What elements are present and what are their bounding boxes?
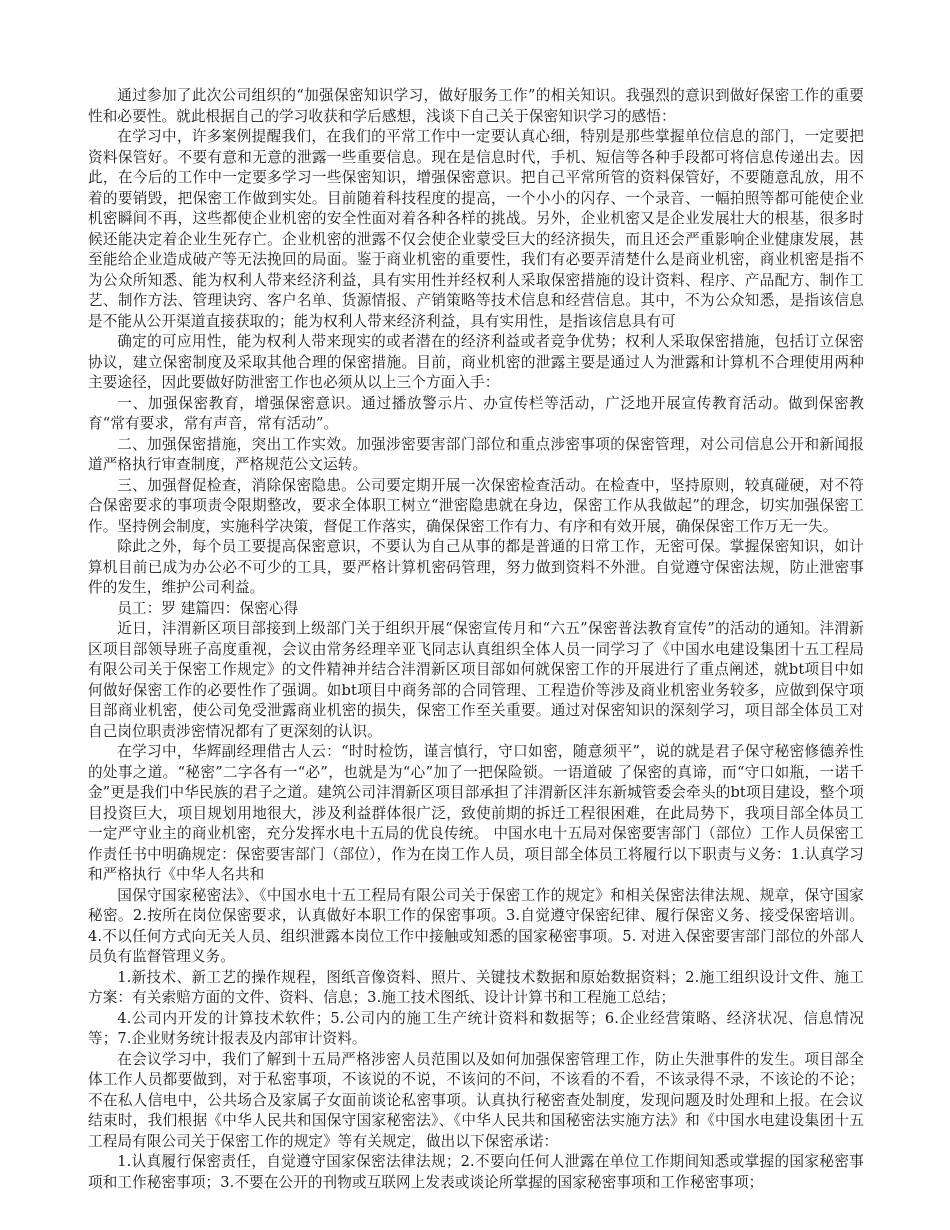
paragraph: 1.新技术、新工艺的操作规程，图纸音像资料、照片、关键技术数据和原始数据资料；2.施工组织设计文件、施工方案：有关索赔方面的文件、资料、信息；3.施工技术图纸、设计计算书和工程施工总结； [88, 968, 864, 1006]
document-body [88, 86, 864, 1193]
paragraph: 近日，沣渭新区项目部接到上级部门关于组织开展“保密宣传月和“六五”保密普法教育宣传”的活动的通知。沣渭新区项目部领导班子高度重视，会议由常务经理辛亚飞同志认真组织全体人员一同学习了《中国水电建设集团十五工程局有限公司关于保密工作规定》的文件精神并结合沣渭新区项目部如何就保密工作的开展进行了重点阐述，就bt项目中如何做好保密工作的必要性作了强调。如bt项目中商务部的合同管理、工程造价等涉及商业机密业务较多，应做到保守项目部商业机密，使公司免受泄露商业机密的损失，保密工作至关重要。通过对保密知识的深刻学习，项目部全体员工对自己岗位职责涉密情况都有了更深刻的认识。 [88, 620, 864, 740]
paragraph: 在会议学习中，我们了解到十五局严格涉密人员范围以及如何加强保密管理工作，防止失泄事件的发生。项目部全体工作人员都要做到，对于私密事项，不该说的不说，不该问的不问，不该看的不看，不该录得不录，不该论的不论；不在私人信电中，公共场合及家属子女面前谈论私密事项。认真执行秘密查处制度，发现问题及时处理和上报。在会议结束时，我们根据《中华人民共和国保守国家秘密法》、《中华人民共和国秘密法实施方法》和《中国水电建设集团十五工程局有限公司关于保密工作的规定》等有关规定，做出以下保密承诺： [88, 1050, 864, 1150]
paragraph: 1.认真履行保密责任，自觉遵守国家保密法律法规；2.不要向任何人泄露在单位工作期间知悉或掌握的国家秘密事项和工作秘密事项；3.不要在公开的刊物或互联网上发表或谈论所掌握的国家秘密事项和工作秘密事项； [88, 1153, 864, 1191]
paragraph: 二、加强保密措施，突出工作实效。加强涉密要害部门部位和重点涉密事项的保密管理，对公司信息公开和新闻报道严格执行审查制度，严格规范公文运转。 [88, 435, 864, 473]
paragraph: 确定的可应用性，能为权利人带来现实的或者潜在的经济利益或者竞争优势；权利人采取保密措施，包括订立保密协议，建立保密制度及采取其他合理的保密措施。目前，商业机密的泄露主要是通过人为泄露和计算机不合理使用两种主要途径，因此要做好防泄密工作也必须从以上三个方面入手： [88, 333, 864, 391]
paragraph: 4.公司内开发的计算技术软件；5.公司内的施工生产统计资料和数据等；6.企业经营策略、经济状况、信息情况等；7.企业财务统计报表及内部审计资料。 [88, 1009, 864, 1047]
author-line: 员工：罗 建篇四：保密心得 [117, 599, 299, 617]
paragraph: 除此之外，每个员工要提高保密意识，不要认为自己从事的都是普通的日常工作，无密可保。掌握保密知识，如计算机目前已成为办公必不可少的工具，要严格计算机密码管理，努力做到资料不外泄。自觉遵守保密法规，防止泄密事件的发生，维护公司利益。 [88, 538, 864, 596]
paragraph: 一、加强保密教育，增强保密意识。通过播放警示片、办宣传栏等活动，广泛地开展宣传教育活动。做到保密教育“常有要求，常有声音，常有活动”。 [88, 394, 864, 432]
paragraph: 通过参加了此次公司组织的“加强保密知识学习，做好服务工作”的相关知识。我强烈的意识到做好保密工作的重要性和必要性。就此根据自己的学习收获和学后感想，浅谈下自己关于保密知识学习的感悟： [88, 87, 864, 125]
paragraph: 在学习中，许多案例提醒我们，在我们的平常工作中一定要认真心细，特别是那些掌握单位信息的部门，一定要把资料保管好。不要有意和无意的泄露一些重要信息。现在是信息时代，手机、短信等各种手段都可将信息传递出去。因此，在今后的工作中一定要多学习一些保密知识，增强保密意识。把自己平常所管的资料保管好，不要随意乱放，用不着的要销毁，把保密工作做到实处。目前随着科技程度的提高，一个小小的闪存、一个录音、一幅拍照等都可能使企业机密瞬间不再，这些都使企业机密的安全性面对着各种各样的挑战。另外，企业机密又是企业发展壮大的根基，很多时候还能决定着企业生死存亡。企业机密的泄露不仅会使企业蒙受巨大的经济损失，而且还会严重影响企业健康发展，甚至能给企业造成破产等无法挽回的局面。鉴于商业机密的重要性，我们有必要弄清楚什么是商业机密，商业机密是指不为公众所知悉、能为权利人带来经济利益，具有实用性并经权利人采取保密措施的设计资料、程序、产品配方、制作工艺、制作方法、管理诀窍、客户名单、货源情报、产销策略等技术信息和经营信息。其中，不为公众知悉，是指该信息是不能从公开渠道直接获取的；能为权利人带来经济利益，具有实用性，是指该信息具有可 [88, 128, 864, 330]
paragraph: 在学习中，华辉副经理借古人云：“时时检饬，谨言慎行，守口如密，随意须平”，说的就是君子保守秘密修德养性的处事之道。“秘密”二字各有一“必”，也就是为“心”加了一把保险锁。一语道破 了保密的真谛，而“守口如瓶，一诺千金”更是我们中华民族的君子之道。建筑公司沣渭新区项目部承担了沣渭新区沣东新城管委会牵头的bt项目建设，整个项目投资巨大，项目规划用地很大，涉及利益群体很广泛，致使前期的拆迁工程很困难，在此局势下，我项目部全体员工一定严守业主的商业机密，充分发挥水电十五局的优良传统。 中国水电十五局对保密要害部门（部位）工作人员保密工作责任书中明确规定：保密要害部门（部位），作为在岗工作人员，项目部全体员工将履行以下职责与义务：1.认真学习和严格执行《中华人名共和 [88, 743, 864, 883]
paragraph: 三、加强督促检查，消除保密隐患。公司要定期开展一次保密检查活动。在检查中，坚持原则，较真碰硬，对不符合保密要求的事项责令限期整改，要求全体职工树立“泄密隐患就在身边，保密工作从我做起”的理念，切实加强保密工作。坚持例会制度，实施科学决策，督促工作落实，确保保密工作有力、有序和有效开展，确保保密工作万无一失。 [88, 476, 864, 535]
paragraph: 国保守国家秘密法》、《中国水电十五工程局有限公司关于保密工作的规定》和相关保密法律法规、规章，保守国家秘密。2.按所在岗位保密要求，认真做好本职工作的保密事项。3.自觉遵守保密纪律、履行保密义务、接受保密培训。4.不以任何方式向无关人员、组织泄露本岗位工作中接触或知悉的国家秘密事项。5. 对进入保密要害部门部位的外部人员负有监督管理义务。 [88, 886, 864, 965]
